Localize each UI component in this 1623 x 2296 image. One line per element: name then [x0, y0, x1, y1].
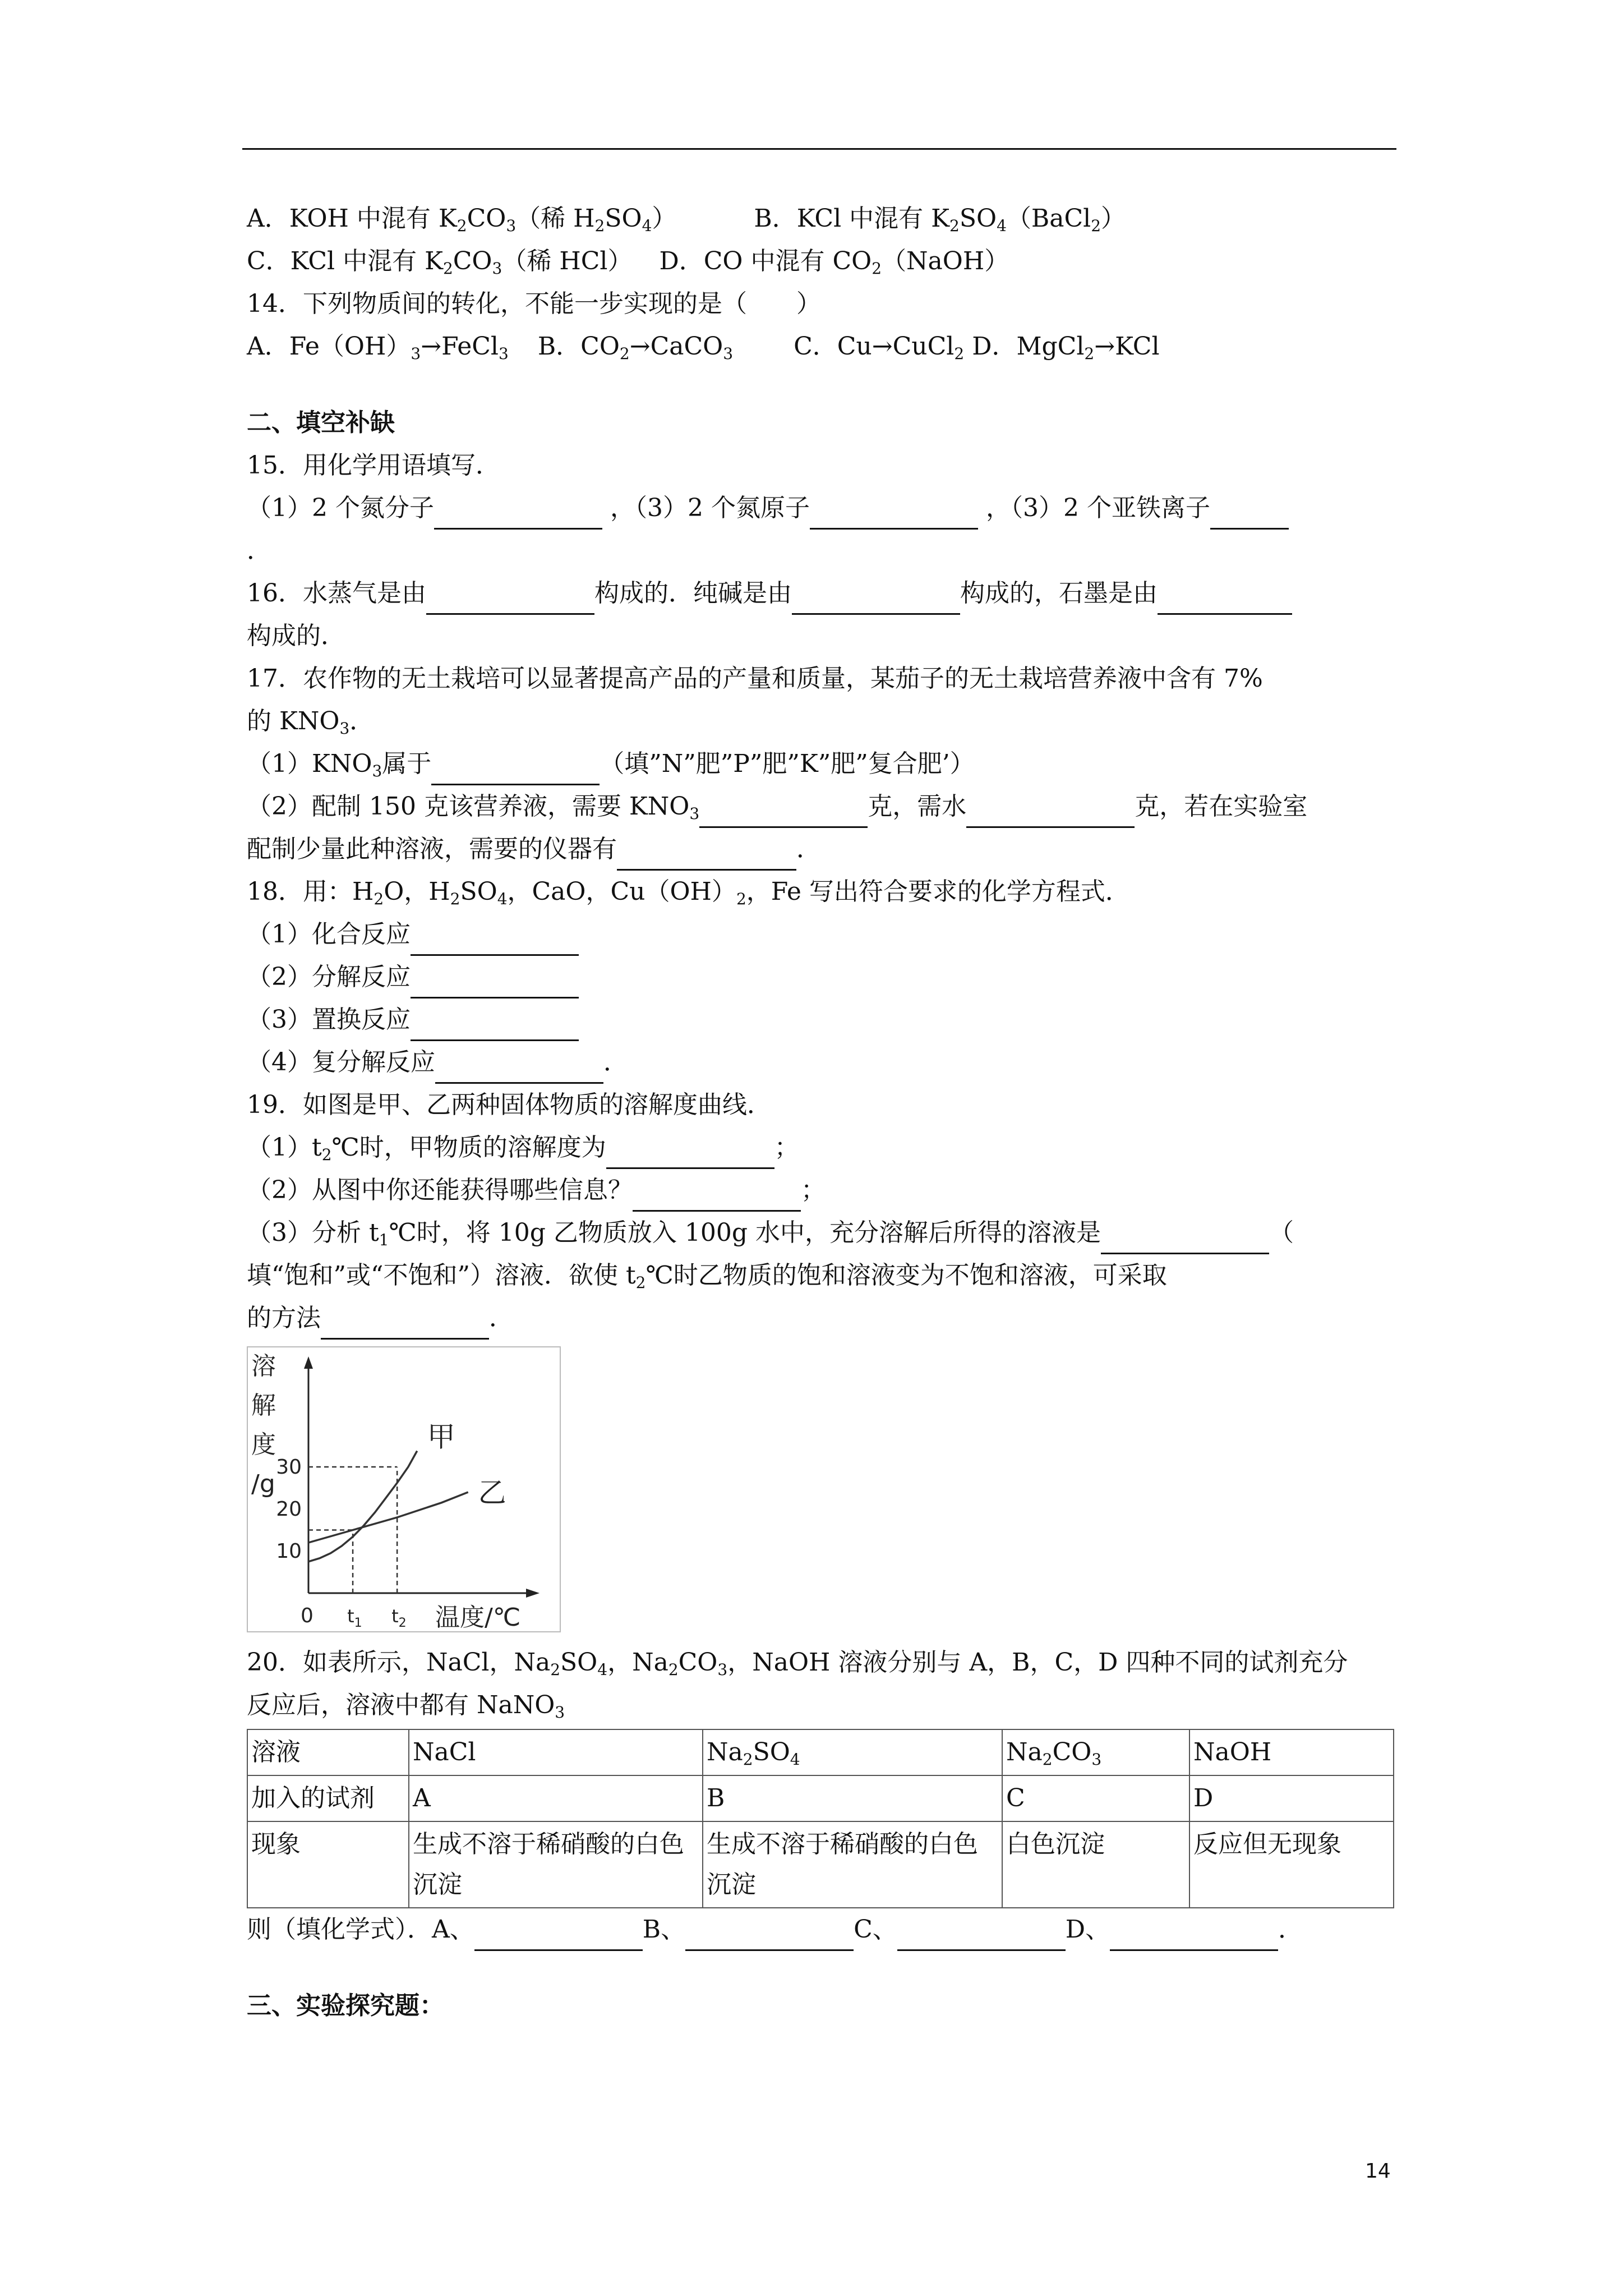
q14-option-d: D．MgCl$_2$→KCl	[972, 332, 1160, 363]
answer-blank[interactable]	[435, 1054, 603, 1084]
q14-option-c: C．Cu→CuCl$_2$	[794, 332, 965, 363]
q13-option-b: B．KCl 中混有 $K_2SO_4(BaCl_2)$	[754, 204, 1126, 235]
q13-option-c: C．KCl 中混有 $K_2CO_3$（稀 HCl）	[247, 247, 633, 278]
table-cell: 加入的试剂	[247, 1775, 409, 1821]
q18-part2: （2）分解反应	[247, 956, 1396, 999]
table-row	[247, 1821, 1394, 1908]
x-axis-arrow	[526, 1589, 540, 1598]
q14-option-b: B．$CO_2\to CaCO_3$	[537, 332, 734, 363]
answer-blank[interactable]	[431, 756, 600, 785]
section-3-title: 三、实验探究题：	[247, 1991, 444, 2020]
table-cell: B	[703, 1775, 1002, 1821]
table-cell: A	[409, 1775, 703, 1821]
y-axis-label: 溶	[251, 1352, 276, 1381]
q19-part1: $(1)t_2℃$时，甲物质的溶解度为 ；	[247, 1126, 1396, 1169]
q14-option-a: A．$Fe(OH)_3\to FeCl_3$	[247, 332, 509, 363]
q13-option-a: A．KOH 中混有 $K_2CO_3$（稀 $H_2SO_4$）	[247, 204, 677, 235]
answer-blank[interactable]	[617, 841, 796, 871]
q20-stem-line2: 反应后，溶液中都有 NaNO$_3$	[247, 1691, 565, 1722]
q13-option-d: D．CO 中混有 $CO_2(NaOH)$	[659, 247, 1009, 278]
chart-frame	[247, 1347, 560, 1632]
solubility-chart-svg	[247, 1346, 561, 1632]
series-label: 甲	[427, 1420, 455, 1453]
q16-line1: 16．水蒸气是由 构成的．纯碱是由 构成的，石墨是由	[247, 572, 1396, 615]
q17-part2-cont: 配制少量此种溶液，需要的仪器有 ．	[247, 828, 1396, 871]
q16-line2: 构成的．	[247, 622, 345, 650]
q17-stem-line1: 17．农作物的无土栽培可以显著提高产品的产量和质量，某茄子的无土栽培营养液中含有 7%	[247, 664, 1263, 693]
table-cell: 白色沉淀	[1002, 1821, 1189, 1908]
reagent-table	[247, 1729, 1394, 1908]
y-tick-label: 20	[276, 1498, 302, 1521]
header-rule	[242, 148, 1396, 150]
q13-options-ab	[247, 197, 1396, 240]
answer-blank[interactable]	[685, 1921, 854, 1951]
answer-blank[interactable]	[1101, 1225, 1269, 1254]
answer-blank[interactable]	[426, 585, 594, 615]
answer-blank[interactable]	[810, 500, 978, 530]
answer-blank[interactable]	[699, 798, 868, 828]
answer-blank[interactable]	[321, 1310, 489, 1340]
table-cell: NaCl	[409, 1729, 703, 1775]
answer-blank[interactable]	[1158, 585, 1292, 615]
y-tick-label: 10	[276, 1540, 302, 1563]
q18-part1: （1）化合反应	[247, 913, 1396, 956]
page-number: 14	[1365, 2160, 1391, 2183]
section-2-title: 二、填空补缺	[247, 408, 395, 437]
table-cell: $Na_2CO_3$	[1002, 1729, 1189, 1775]
y-axis-arrow	[304, 1356, 313, 1369]
q19-part3-cont: 填“饱和”或“不饱和”）溶液．欲使 $t_2℃$时乙物质的饱和溶液变为不饱和溶液，可采取	[247, 1261, 1167, 1292]
answer-blank[interactable]	[792, 585, 960, 615]
q19-stem: 19．如图是甲、乙两种固体物质的溶解度曲线．	[247, 1091, 772, 1119]
q14-options	[247, 325, 1396, 368]
x-tick-label: $t_2$	[391, 1605, 407, 1630]
table-cell: 生成不溶于稀硝酸的白色沉淀	[409, 1821, 703, 1908]
q17-part1: $(1)KNO_3$属于 （填”N”肥”P”肥”K”肥”复合肥’）	[247, 743, 1396, 785]
x-axis-label: 温度/℃	[435, 1603, 521, 1632]
y-axis-label: 解	[251, 1391, 276, 1420]
q13-options-cd	[247, 240, 1396, 283]
q17-stem-line2: 的 $KNO_3$．	[247, 707, 375, 738]
answer-blank[interactable]	[411, 926, 579, 956]
solubility-chart	[247, 1346, 561, 1632]
q15-end: ．	[247, 536, 271, 565]
q15-stem: 15．用化学用语填写．	[247, 451, 500, 480]
table-cell: C	[1002, 1775, 1189, 1821]
answer-blank[interactable]	[897, 1921, 1066, 1951]
answer-blank[interactable]	[411, 969, 579, 999]
q19-part3: （3）分析 $t_1℃$时，将 10g 乙物质放入 100g 水中，充分溶解后所得的溶液是 （	[247, 1212, 1396, 1254]
answer-blank[interactable]	[633, 1182, 801, 1212]
q19-part3-end: 的方法 ．	[247, 1297, 1396, 1340]
series-line	[308, 1492, 468, 1543]
answer-blank[interactable]	[1210, 500, 1289, 530]
table-cell: 溶液	[247, 1729, 409, 1775]
q18-part4: （4）复分解反应 ．	[247, 1041, 1396, 1084]
table-cell: 现象	[247, 1821, 409, 1908]
q15-parts: （1）2 个氮分子 ，（3）2 个氮原子 ，（3）2 个亚铁离子	[247, 487, 1396, 530]
q20-stem-line1: 20．如表所示，NaCl，$Na_2SO_4$，$Na_2CO_3$，NaOH 溶液分别与 A，B，C，D 四种不同的试剂充分	[247, 1648, 1348, 1679]
table-cell: NaOH	[1189, 1729, 1394, 1775]
y-axis-label: 度	[251, 1430, 276, 1459]
q18-stem: 18．用：$H_2O$，$H_2SO_4$，CaO，$Cu(OH)_2$，Fe 写出符合要求的化学方程式．	[247, 877, 1130, 908]
page-content	[247, 197, 1396, 2027]
answer-blank[interactable]	[606, 1139, 774, 1169]
table-cell: D	[1189, 1775, 1394, 1821]
y-axis-label: /g	[251, 1470, 275, 1498]
x-tick-label: 0	[301, 1604, 313, 1627]
table-row	[247, 1775, 1394, 1821]
answer-blank[interactable]	[434, 500, 602, 530]
q18-part3: （3）置换反应	[247, 999, 1396, 1041]
table-cell: 反应但无现象	[1189, 1821, 1394, 1908]
q14-stem: 14．下列物质间的转化，不能一步实现的是（ ）	[247, 289, 821, 318]
answer-blank[interactable]	[411, 1011, 579, 1041]
table-cell: $Na_2SO_4$	[703, 1729, 1002, 1775]
table-row	[247, 1729, 1394, 1775]
q19-part2: （2）从图中你还能获得哪些信息？ ；	[247, 1169, 1396, 1212]
y-tick-label: 30	[276, 1456, 302, 1479]
series-label: 乙	[478, 1476, 506, 1509]
answer-blank[interactable]	[474, 1921, 643, 1951]
answer-blank[interactable]	[966, 798, 1135, 828]
answer-blank[interactable]	[1110, 1921, 1278, 1951]
q20-answers: 则（填化学式）．A、 B、 C、 D、 ．	[247, 1908, 1396, 1951]
table-cell: 生成不溶于稀硝酸的白色沉淀	[703, 1821, 1002, 1908]
q17-part2: （2）配制 150 克该营养液，需要 $KNO_3$ 克，需水 克，若在实验室	[247, 785, 1396, 828]
x-tick-label: $t_1$	[347, 1605, 362, 1630]
